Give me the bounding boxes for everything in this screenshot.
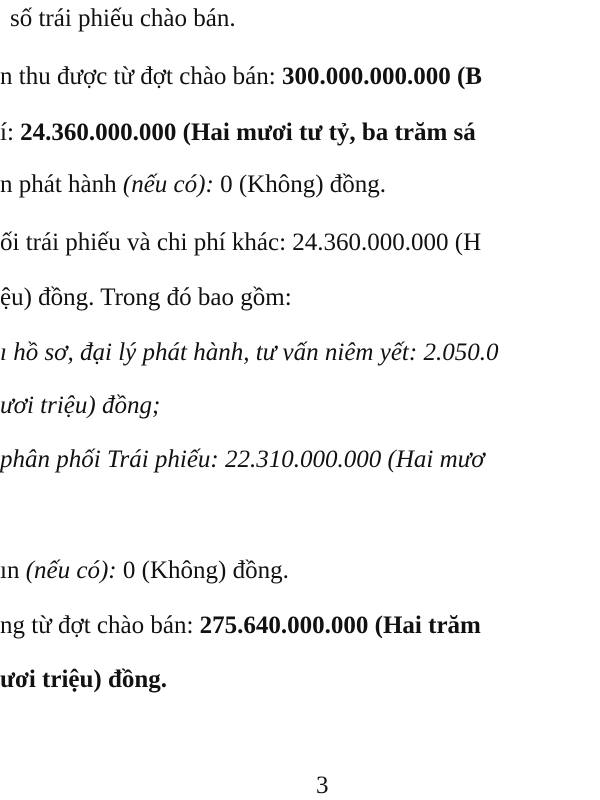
amount-bold: 300.000.000.000 (B bbox=[281, 63, 482, 90]
amount-bold: 24.360.000.000 (Hai mươi tư tỷ, ba trăm sá bbox=[20, 119, 476, 146]
line-segment: ng từ đợt chào bán: bbox=[0, 612, 200, 639]
text-line bbox=[0, 558, 289, 583]
line-segment: n thu được từ đợt chào bán: bbox=[0, 63, 282, 90]
line-segment: 0 (Không) đồng. bbox=[213, 171, 387, 198]
text-line-bold: ươi triệu) đồng. bbox=[0, 666, 168, 693]
line-segment: í: bbox=[0, 119, 21, 146]
text-line-italic: ı hồ sơ, đại lý phát hành, tư vấn niêm yết: 2.050.0 bbox=[0, 339, 499, 366]
line-segment: 0 (Không) đồng. bbox=[116, 557, 289, 584]
text-line bbox=[0, 120, 476, 145]
line-segment: ın bbox=[0, 557, 26, 584]
text-line: số trái phiếu chào bán. bbox=[10, 5, 236, 32]
text-line bbox=[0, 64, 482, 89]
text-line: ệu) đồng. Trong đó bao gồm: bbox=[0, 284, 292, 311]
page-number: 3 bbox=[316, 772, 329, 799]
italic-note: (nếu có): bbox=[25, 557, 117, 584]
text-line: ối trái phiếu và chi phí khác: 24.360.000.000 (H bbox=[0, 229, 482, 256]
amount-bold: 275.640.000.000 (Hai trăm bbox=[199, 612, 481, 639]
text-line bbox=[0, 172, 386, 197]
italic-note: (nếu có): bbox=[122, 171, 214, 198]
text-line bbox=[0, 613, 481, 638]
text-line-italic: phân phối Trái phiếu: 22.310.000.000 (Hai mươ bbox=[0, 446, 485, 473]
line-segment: n phát hành bbox=[0, 171, 123, 198]
text-line-italic: ươi triệu) đồng; bbox=[0, 392, 161, 419]
